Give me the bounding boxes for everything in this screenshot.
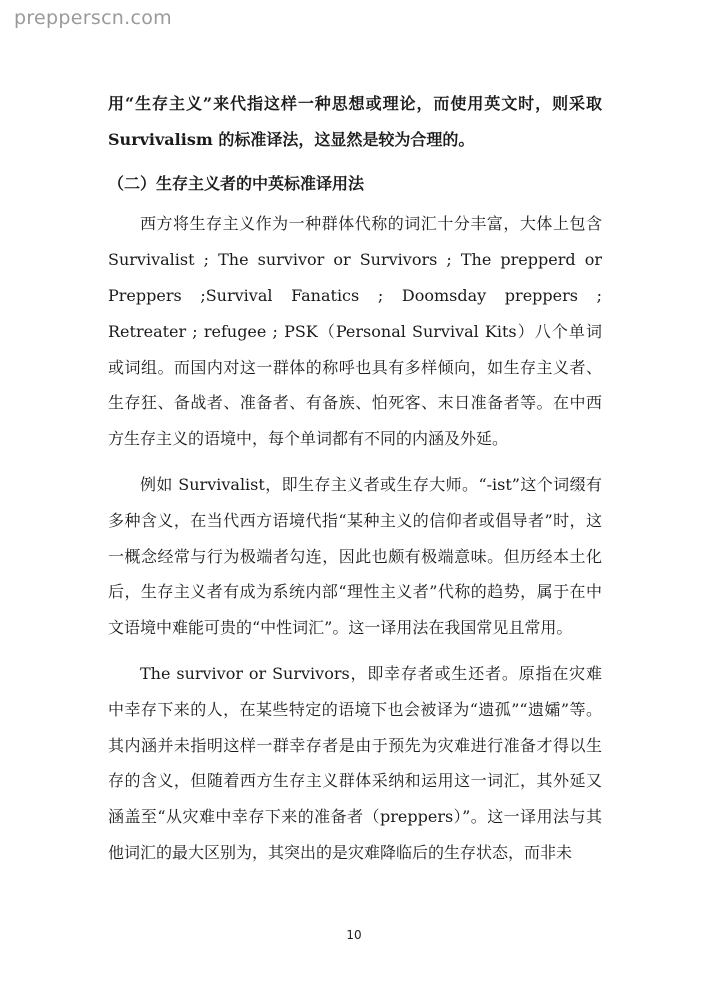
paragraph-1: 西方将生存主义作为一种群体代称的词汇十分丰富，大体上包含 Survivalist ; The survivor or Survivors ; The prepperd or Preppers ;Survival Fanatics ; Doomsday preppers ; Retreater ; refugee ; PSK（Personal Survival Kits）八个单词或词组。而国内对这一群体的称呼也具有多样倾向，如生存主义者、生存狂、备战者、准备者、有备族、怕死客、末日准备者等。在中西方生存主义的语境中，每个单词都有不同的内涵及外延。 — [108, 214, 602, 449]
paragraph-2: 例如 Survivalist，即生存主义者或生存大师。“-ist”这个词缀有多种含义，在当代西方语境代指“某种主义的信仰者或倡导者”时，这一概念经常与行为极端者勾连，因此也颇有极端意味。但历经本土化后，生存主义者有成为系统内部“理性主义者”代称的趋势，属于在中文语境中难能可贵的“中性词汇”。这一译用法在我国常见且常用。 — [108, 474, 602, 638]
paragraph-3: The survivor or Survivors，即幸存者或生还者。原指在灾难中幸存下来的人，在某些特定的语境下也会被译为“遗孤”“遗孀”等。其内涵并未指明这样一群幸存者是由于预先为灾难进行准备才得以生存的含义，但随着西方生存主义群体采纳和运用这一词汇，其外延又涵盖至“从灾难中幸存下来的准备者（preppers）”。这一译用法与其他词汇的最大区别为，其突出的是灾难降临后的生存状态，而非未 — [108, 663, 602, 862]
page-number: 10 — [346, 928, 362, 942]
intro-line-2: Survivalism 的标准译法，这显然是较为合理的。 — [108, 129, 475, 149]
intro-line-1: 用“生存主义”来代指这样一种思想或理论，而使用英文时，则采取 — [108, 94, 602, 113]
document-body — [108, 86, 602, 871]
watermark-text: prepperscn.com — [14, 7, 172, 29]
section-heading: （二）生存主义者的中英标准译用法 — [108, 173, 365, 193]
